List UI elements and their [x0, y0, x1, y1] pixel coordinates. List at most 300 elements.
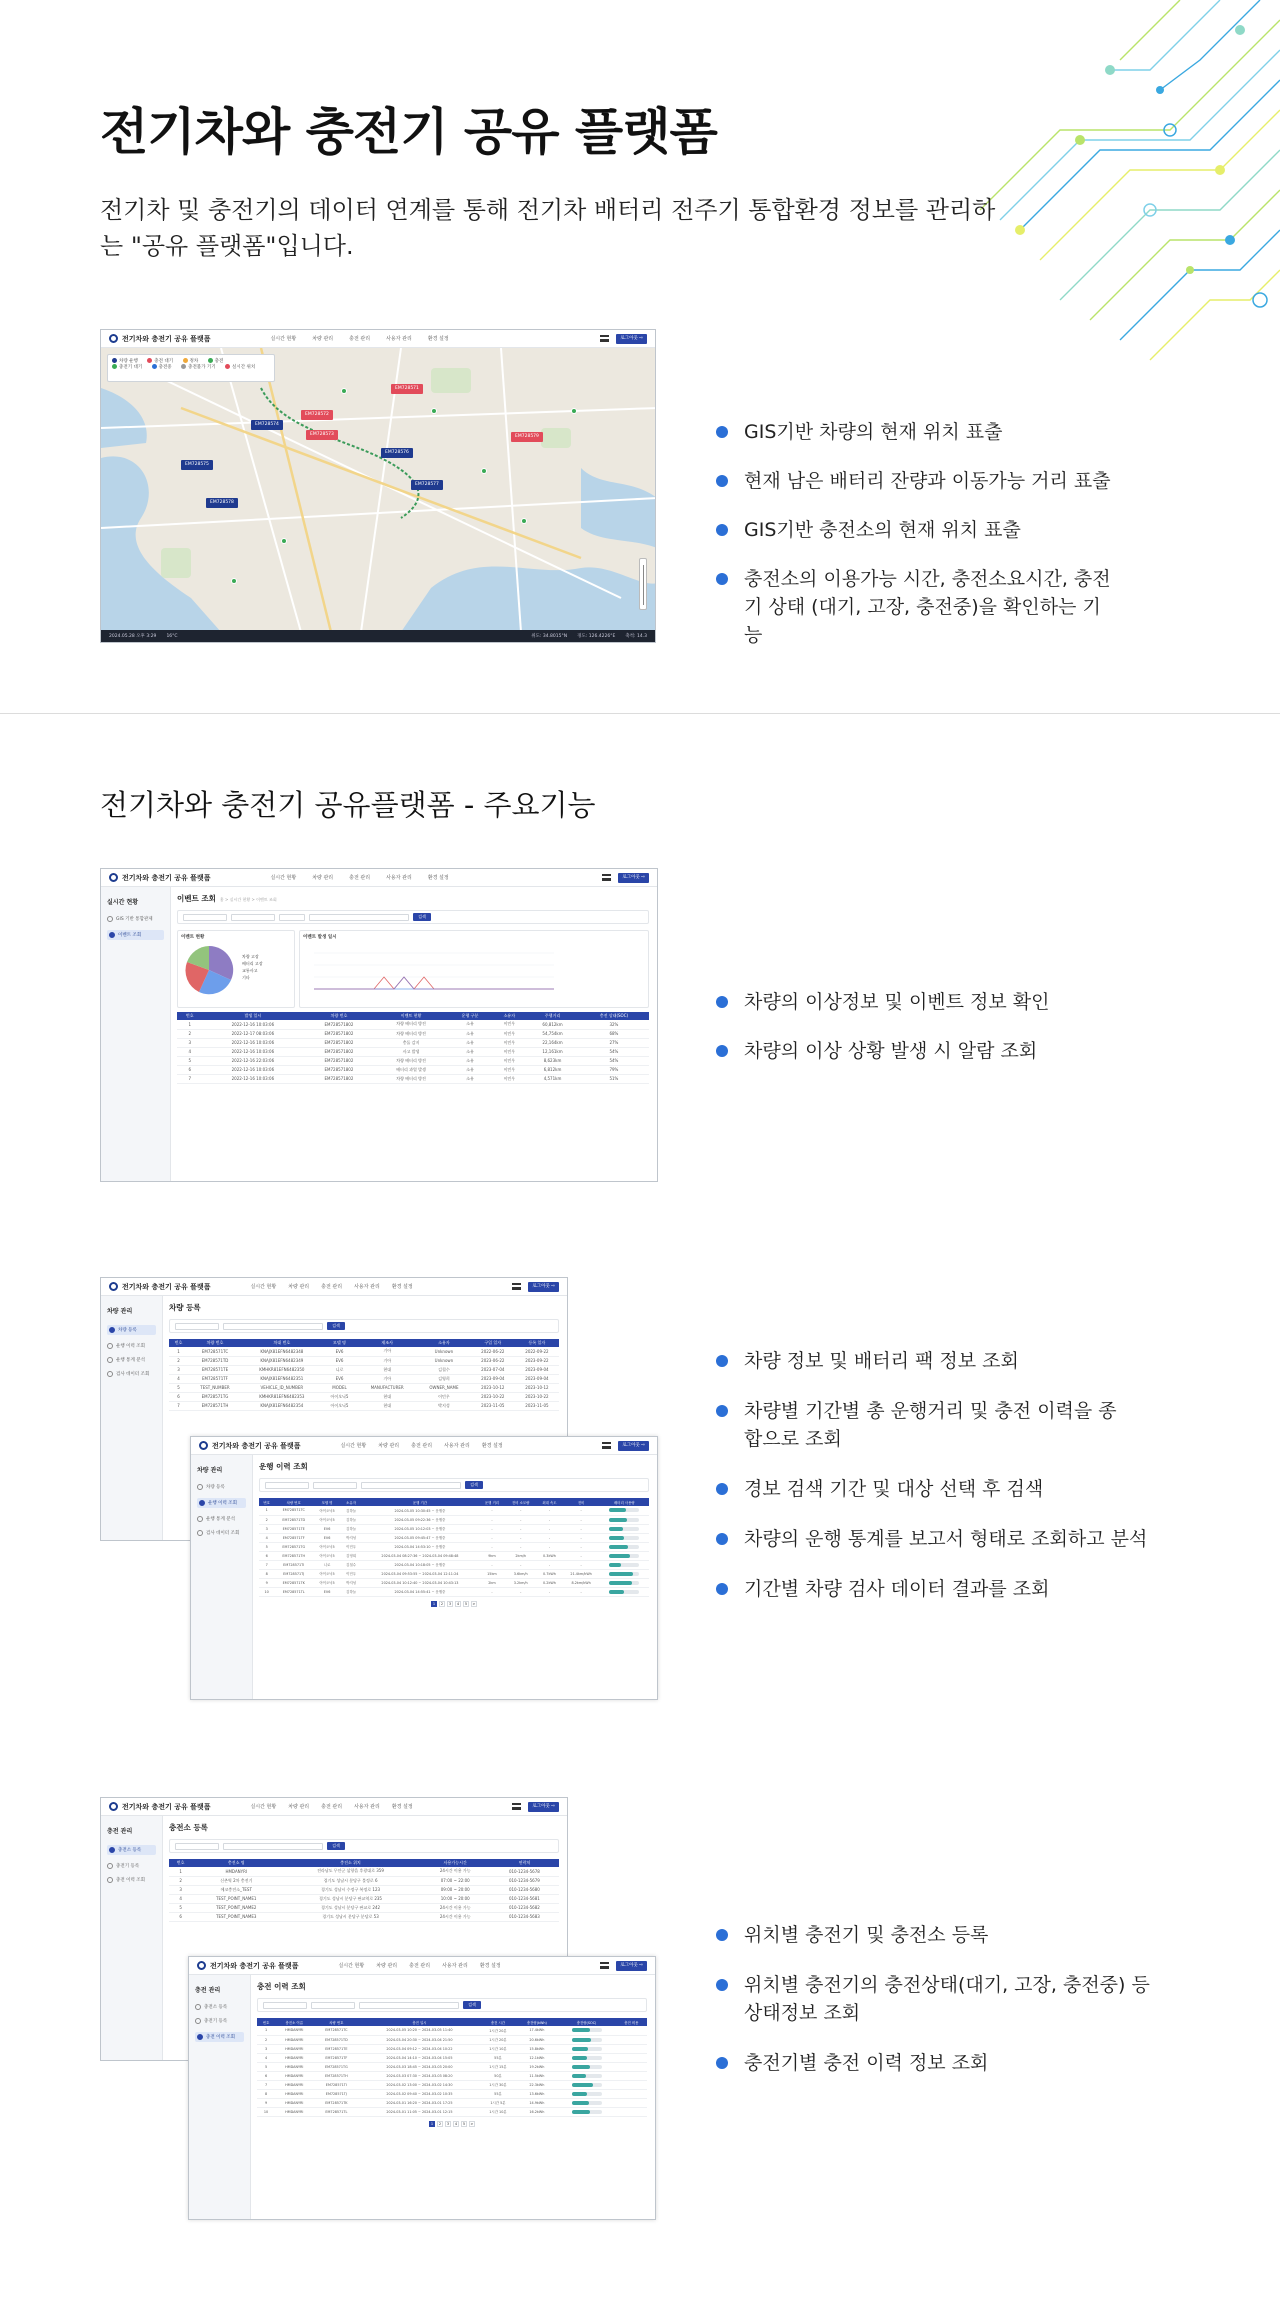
table-cell: 55분: [480, 2053, 517, 2062]
vehicle-marker[interactable]: EM728571: [391, 384, 423, 394]
station-pin[interactable]: [521, 518, 527, 524]
logout-button[interactable]: 로그아웃 ⇨: [528, 1282, 559, 1292]
table-cell: 010-1234-5679: [490, 1876, 559, 1885]
table-cell: EM728571802: [303, 1020, 374, 1029]
table-cell: Unknown: [417, 1347, 471, 1356]
battery-bar: [609, 1518, 639, 1522]
logo-icon: [109, 1282, 118, 1291]
table-row[interactable]: [257, 2035, 647, 2044]
table-cell: TEST_POINT_NAME3: [192, 1912, 280, 1921]
table-row[interactable]: [169, 1374, 559, 1383]
table-cell: 경기도 성남시 분당구 불정로 6: [280, 1876, 420, 1885]
table-cell: 아이오닉5: [313, 1578, 341, 1587]
menu-dot-icon: [109, 1327, 115, 1333]
pagination: [259, 1601, 649, 1607]
table-row[interactable]: [257, 2089, 647, 2098]
table-row[interactable]: [169, 1876, 559, 1885]
logo-icon: [109, 873, 118, 882]
table-cell: 소유: [447, 1038, 492, 1047]
page-button[interactable]: 2: [440, 1601, 444, 1606]
nav-item[interactable]: 실시간 현황: [250, 1284, 277, 1290]
table-row[interactable]: [259, 1515, 649, 1524]
table-cell: 6: [177, 1065, 202, 1074]
table-cell: EM728571TE: [274, 1524, 313, 1533]
nav-item[interactable]: 사용자 관리: [386, 875, 412, 881]
vehicle-marker[interactable]: EM728579: [511, 432, 543, 442]
date-end-input[interactable]: [313, 1482, 357, 1489]
column-header: 전비 소모량: [505, 1498, 536, 1506]
feature-item: 차량의 이상정보 및 이벤트 정보 확인: [714, 988, 1050, 1016]
search-filter: [177, 910, 649, 924]
nav-item[interactable]: 사용자 관리: [444, 1443, 470, 1449]
sidebar-item-active[interactable]: [195, 2032, 244, 2042]
page-button[interactable]: 4: [454, 2121, 458, 2126]
menu-icon[interactable]: [600, 335, 609, 342]
nav-item[interactable]: 환경 설정: [481, 1443, 503, 1449]
table-cell: EM728571TE: [313, 2044, 359, 2053]
sidebar-item-label: 운행 통계 분석: [206, 1517, 235, 1522]
table-cell: [600, 1533, 649, 1542]
logo-icon: [109, 334, 118, 343]
logo-icon: [199, 1441, 208, 1450]
station-pin[interactable]: [481, 468, 487, 474]
table-cell: 현대: [357, 1401, 417, 1410]
nav-item[interactable]: 환경 설정: [479, 1963, 501, 1969]
battery-bar: [609, 1563, 639, 1567]
nav-item[interactable]: 차량 관리: [312, 875, 334, 881]
table-cell: [557, 2062, 615, 2071]
table-cell: KMHKR81EFN6482353: [242, 1392, 322, 1401]
battery-bar-fill: [609, 1572, 633, 1576]
menu-icon[interactable]: [512, 1283, 521, 1290]
page-button[interactable]: 3: [446, 2121, 450, 2126]
sidebar-item-label: 운행 통계 분석: [116, 1358, 145, 1363]
table-row[interactable]: [259, 1506, 649, 1515]
table-cell: 2022-09-22: [515, 1347, 559, 1356]
table-cell: HMDANYRI: [275, 2098, 313, 2107]
nav-item[interactable]: 충전 관리: [411, 1443, 433, 1449]
type-select[interactable]: [175, 1843, 219, 1850]
table-row[interactable]: [259, 1560, 649, 1569]
table-cell: 2024-03-04 14:55:41 ~ 운행중: [361, 1587, 479, 1596]
nav-item[interactable]: 차량 관리: [288, 1284, 310, 1290]
keyword-input[interactable]: [223, 1843, 323, 1850]
nav-item[interactable]: 차량 관리: [288, 1804, 310, 1810]
sidebar-item[interactable]: [197, 1516, 246, 1522]
nav-item[interactable]: 차량 관리: [378, 1443, 400, 1449]
sidebar-item-label: 충전 이력 조회: [206, 2035, 235, 2040]
page-title: 이벤트 조회 홈 > 실시간 현황 > 이벤트 조회: [177, 894, 277, 903]
table-cell: -: [505, 1515, 536, 1524]
table-row[interactable]: [169, 1392, 559, 1401]
table-cell: 2: [169, 1356, 188, 1365]
nav-item[interactable]: 실시간 현황: [338, 1963, 365, 1969]
table-cell: EV6: [322, 1356, 358, 1365]
table-cell: EV6: [322, 1347, 358, 1356]
table-cell: 9: [257, 2098, 275, 2107]
table-row[interactable]: [257, 2053, 647, 2062]
search-button[interactable]: 검색: [463, 2001, 481, 2009]
table-cell: KNAJX81EFN6482354: [242, 1401, 322, 1410]
battery-bar-fill: [572, 2083, 593, 2087]
table-cell: 충돌 감지: [375, 1038, 448, 1047]
date-start-input[interactable]: [183, 914, 227, 921]
column-header: 최대 속도: [536, 1498, 562, 1506]
sidebar-title: 충전 관리: [107, 1828, 133, 1835]
section-title: 전기차와 충전기 공유플랫폼 - 주요기능: [100, 788, 596, 822]
search-button[interactable]: 검색: [413, 913, 431, 921]
table-row[interactable]: [259, 1533, 649, 1542]
keyword-input[interactable]: [223, 1323, 323, 1330]
column-header: 충전량(kWh): [516, 2018, 557, 2026]
table-cell: [557, 2026, 615, 2035]
table-cell: EM728571TE: [188, 1365, 242, 1374]
table-cell: 김철수: [417, 1365, 471, 1374]
page-button[interactable]: 2: [438, 2121, 442, 2126]
logout-button[interactable]: 로그아웃 ⇨: [616, 1961, 647, 1971]
page-button[interactable]: >: [470, 2121, 474, 2126]
map-view[interactable]: [101, 348, 655, 630]
table-row[interactable]: [169, 1903, 559, 1912]
table-cell: EM728571TG: [188, 1392, 242, 1401]
table-row[interactable]: [257, 2026, 647, 2035]
legend-item: 교통사고: [242, 968, 258, 973]
search-button[interactable]: 검색: [327, 1322, 345, 1330]
sidebar-item[interactable]: [107, 1877, 156, 1883]
menu-icon[interactable]: [512, 1803, 521, 1810]
table-cell: EV6: [313, 1533, 341, 1542]
table-cell: EM728571TJ: [274, 1569, 313, 1578]
sidebar-item-active[interactable]: [107, 1845, 156, 1855]
table-cell: -: [479, 1542, 505, 1551]
logout-button[interactable]: 로그아웃 ⇨: [618, 873, 649, 883]
search-button[interactable]: 검색: [465, 1481, 483, 1489]
type-select[interactable]: [175, 1323, 219, 1330]
page-button[interactable]: 3: [448, 1601, 452, 1606]
nav-item[interactable]: 충전 관리: [409, 1963, 431, 1969]
table-row[interactable]: [169, 1383, 559, 1392]
table-cell: 2023-10-12: [471, 1383, 515, 1392]
table-cell: 010-1234-5683: [490, 1912, 559, 1921]
sidebar-item[interactable]: [107, 1357, 156, 1363]
nav-item[interactable]: 실시간 현황: [340, 1443, 367, 1449]
page-button[interactable]: 1: [432, 1601, 436, 1606]
table-cell: TEST_NUMBER: [188, 1383, 242, 1392]
table-cell: OWNER_NAME: [417, 1383, 471, 1392]
legend-item: 배터리 고장: [242, 961, 263, 966]
table-cell: 22.3kWh: [516, 2080, 557, 2089]
feature-item: 차량의 운행 통계를 보고서 형태로 조회하고 분석: [714, 1525, 1147, 1553]
column-header: 운행 기간: [361, 1498, 479, 1506]
main-content: [177, 893, 649, 1177]
event-screenshot: [100, 868, 658, 1182]
sidebar-item-label: 차량 등록: [206, 1485, 225, 1490]
table-row[interactable]: [259, 1578, 649, 1587]
table-row[interactable]: [257, 2107, 647, 2116]
table-cell: 14.9kWh: [516, 2098, 557, 2107]
table-cell: 김하늘: [341, 1506, 361, 1515]
nav-item[interactable]: 실시간 현황: [270, 336, 297, 342]
sidebar-item-label: 충전기 등록: [204, 2019, 228, 2024]
sidebar-item-label: 충전소 등록: [118, 1848, 142, 1853]
top-nav: [250, 1803, 412, 1810]
sidebar-item-active[interactable]: [107, 1325, 156, 1335]
table-cell: [600, 1524, 649, 1533]
battery-bar-fill: [609, 1545, 628, 1549]
table-cell: 1시간 20분: [480, 2035, 517, 2044]
table-cell: 2024-03-04 20:30 ~ 2024-03-04 21:50: [359, 2035, 479, 2044]
sidebar-item[interactable]: [107, 916, 164, 922]
legend-item: 충전기 대기: [119, 365, 143, 370]
map-status-bar: [101, 630, 655, 642]
table-cell: 2024-03-02 13:00 ~ 2024-03-02 14:30: [359, 2080, 479, 2089]
nav-item[interactable]: 환경 설정: [427, 875, 449, 881]
page-button[interactable]: 5: [464, 1601, 468, 1606]
nav-item[interactable]: 충전 관리: [349, 875, 371, 881]
sidebar-item[interactable]: [197, 1530, 246, 1536]
table-cell: 6: [257, 2071, 275, 2080]
table-cell: 0.2kWh: [536, 1578, 562, 1587]
column-header: 운행 거리: [479, 1498, 505, 1506]
table-row[interactable]: [257, 2062, 647, 2071]
battery-bar: [572, 2092, 602, 2096]
vehicle-marker[interactable]: EM728576: [381, 448, 413, 458]
pie-card: [177, 930, 295, 1008]
sidebar-item-label: 운행 이력 조회: [116, 1344, 145, 1349]
nav-item[interactable]: 충전 관리: [321, 1804, 343, 1810]
table-cell: EM728571TC: [313, 2026, 359, 2035]
zoom-slider[interactable]: [639, 558, 647, 610]
table-cell: 에코충전소_TEST: [192, 1885, 280, 1894]
status-datetime: 2024.05.28 오후 3:29: [109, 634, 157, 639]
app-title: 전기차와 충전기 공유 플랫폼: [122, 1802, 211, 1811]
column-header: 주행거리: [526, 1012, 579, 1020]
station-pin[interactable]: [281, 538, 287, 544]
table-cell: 2km/h: [505, 1551, 536, 1560]
table-cell: -: [479, 1587, 505, 1596]
logout-button[interactable]: 로그아웃 ⇨: [616, 334, 647, 344]
event-pie-chart: [184, 945, 234, 995]
menu-dot-icon: [107, 1343, 113, 1349]
table-cell: 8,623km: [526, 1056, 579, 1065]
table-row[interactable]: [259, 1569, 649, 1578]
legend-item: 차량 운행: [119, 359, 138, 364]
page-button[interactable]: >: [472, 1601, 476, 1606]
menu-icon[interactable]: [602, 1442, 611, 1449]
table-cell: 아이오닉5: [313, 1551, 341, 1560]
table-row[interactable]: [259, 1587, 649, 1596]
table-row[interactable]: [259, 1551, 649, 1560]
table-row[interactable]: [257, 2044, 647, 2053]
table-row[interactable]: [259, 1524, 649, 1533]
table-cell: 2024-03-04 14:53:10 ~ 운행중: [361, 1542, 479, 1551]
sidebar-item[interactable]: [107, 1863, 156, 1869]
menu-dot-icon: [197, 1484, 203, 1490]
page-button[interactable]: 5: [462, 2121, 466, 2126]
app-title: 전기차와 충전기 공유 플랫폼: [212, 1441, 301, 1450]
nav-item[interactable]: 사용자 관리: [354, 1284, 380, 1290]
pagination: [257, 2121, 647, 2127]
search-button[interactable]: 검색: [327, 1842, 345, 1850]
table-cell: 7: [169, 1401, 188, 1410]
type-select[interactable]: [279, 914, 305, 921]
table-cell: -: [505, 1524, 536, 1533]
table-row[interactable]: [177, 1056, 649, 1065]
nav-item[interactable]: 실시간 현황: [270, 875, 297, 881]
table-cell: 1시간 10분: [480, 2044, 517, 2053]
table-cell: 소유: [447, 1056, 492, 1065]
date-end-input[interactable]: [311, 2002, 355, 2009]
table-cell: 2022-06-22: [471, 1347, 515, 1356]
table-cell: 24시간 이용 가능: [421, 1903, 490, 1912]
column-header: 차량 번호: [303, 1012, 374, 1020]
table-row[interactable]: [257, 2071, 647, 2080]
vehicle-marker[interactable]: EM728572: [301, 410, 333, 420]
table-cell: 4: [169, 1894, 192, 1903]
logout-button[interactable]: 로그아웃 ⇨: [528, 1802, 559, 1812]
column-header: 차대 번호: [242, 1339, 322, 1347]
table-row[interactable]: [177, 1047, 649, 1056]
table-row[interactable]: [177, 1029, 649, 1038]
table-cell: TEST_POINT_NAME2: [192, 1903, 280, 1912]
nav-item[interactable]: 충전 관리: [321, 1284, 343, 1290]
app-header: [101, 330, 655, 348]
table-cell: 2024-03-05 09:45:47 ~ 운행중: [361, 1533, 479, 1542]
sidebar-item[interactable]: [107, 1343, 156, 1349]
column-header: 충전소 이름: [275, 2018, 313, 2026]
nav-item[interactable]: 사용자 관리: [354, 1804, 380, 1810]
menu-icon[interactable]: [600, 1962, 609, 1969]
table-row[interactable]: [169, 1365, 559, 1374]
table-cell: 17.4kWh: [516, 2026, 557, 2035]
table-cell: 소유: [447, 1074, 492, 1083]
top-nav: [270, 335, 448, 342]
table-cell: [557, 2035, 615, 2044]
legend-item: 차량 고장: [242, 954, 259, 959]
column-header: 번호: [259, 1498, 274, 1506]
status-lng: 경도: 126.4226°E: [577, 634, 616, 639]
table-cell: 12.1kWh: [516, 2053, 557, 2062]
date-start-input[interactable]: [263, 2002, 307, 2009]
vehicle-marker[interactable]: EM728574: [251, 420, 283, 430]
table-cell: -: [479, 1533, 505, 1542]
table-cell: 김영희: [417, 1374, 471, 1383]
table-cell: 54%: [579, 1047, 649, 1056]
table-row[interactable]: [259, 1542, 649, 1551]
nav-item[interactable]: 사용자 관리: [386, 336, 412, 342]
sidebar-item-label: 검사 데이터 조회: [206, 1531, 240, 1536]
vehicle-marker[interactable]: EM728578: [206, 498, 238, 508]
table-cell: [616, 2026, 647, 2035]
station-pin[interactable]: [341, 388, 347, 394]
date-end-input[interactable]: [231, 914, 275, 921]
table-cell: [616, 2071, 647, 2080]
station-pin[interactable]: [571, 408, 577, 414]
table-cell: 8: [259, 1569, 274, 1578]
table-cell: 2: [257, 2035, 275, 2044]
table-row[interactable]: [257, 2098, 647, 2107]
table-cell: 2023-10-12: [515, 1383, 559, 1392]
table-cell: [557, 2071, 615, 2080]
event-line-chart: [304, 945, 564, 1001]
nav-item[interactable]: 환경 설정: [391, 1284, 413, 1290]
vehicle-table: [169, 1339, 559, 1411]
keyword-input[interactable]: [361, 1482, 461, 1489]
vehicle-marker[interactable]: EM728573: [306, 430, 338, 440]
table-header-row: [257, 2018, 647, 2026]
sidebar-item[interactable]: [195, 2004, 244, 2010]
nav-item[interactable]: 사용자 관리: [442, 1963, 468, 1969]
vehicle-marker[interactable]: EM728575: [181, 460, 213, 470]
nav-item[interactable]: 차량 관리: [376, 1963, 398, 1969]
date-start-input[interactable]: [265, 1482, 309, 1489]
table-row[interactable]: [169, 1347, 559, 1356]
table-cell: -: [563, 1542, 600, 1551]
nav-item[interactable]: 환경 설정: [427, 336, 449, 342]
station-pin[interactable]: [431, 408, 437, 414]
status-scale: 축척: 14.3: [625, 634, 647, 639]
menu-icon[interactable]: [602, 874, 611, 881]
vehicle-marker[interactable]: EM728577: [411, 480, 443, 490]
nav-item[interactable]: 차량 관리: [312, 336, 334, 342]
sidebar-item-active[interactable]: [197, 1498, 246, 1508]
station-pin[interactable]: [231, 578, 237, 584]
table-row[interactable]: [257, 2080, 647, 2089]
table-cell: 소유: [447, 1020, 492, 1029]
nav-item[interactable]: 충전 관리: [349, 336, 371, 342]
sidebar-item[interactable]: [107, 1371, 156, 1377]
logout-button[interactable]: 로그아웃 ⇨: [618, 1441, 649, 1451]
sidebar-item-active[interactable]: [107, 930, 164, 940]
table-cell: -: [563, 1533, 600, 1542]
nav-item[interactable]: 실시간 현황: [250, 1804, 277, 1810]
table-cell: HMDANYRI: [275, 2089, 313, 2098]
table-row[interactable]: [177, 1038, 649, 1047]
keyword-input[interactable]: [359, 2002, 459, 2009]
table-row[interactable]: [169, 1912, 559, 1921]
nav-item[interactable]: 환경 설정: [391, 1804, 413, 1810]
table-cell: 4: [259, 1533, 274, 1542]
table-row[interactable]: [169, 1885, 559, 1894]
table-cell: EM728571TH: [274, 1551, 313, 1560]
table-cell: 4: [169, 1374, 188, 1383]
table-row[interactable]: [169, 1894, 559, 1903]
top-nav: [270, 874, 448, 881]
table-cell: 아이오닉5: [313, 1569, 341, 1578]
sidebar-item[interactable]: [197, 1484, 246, 1490]
table-cell: [616, 2107, 647, 2116]
table-row[interactable]: [169, 1356, 559, 1365]
table-row[interactable]: [169, 1401, 559, 1410]
table-row[interactable]: [169, 1867, 559, 1876]
page-title: 운행 이력 조회: [259, 1462, 308, 1471]
keyword-input[interactable]: [309, 914, 409, 921]
column-header: 등록 일자: [515, 1339, 559, 1347]
table-cell: 24시간 이용 가능: [421, 1912, 490, 1921]
table-cell: 2024-03-05 10:30:45 ~ 운행중: [361, 1506, 479, 1515]
table-cell: 3: [257, 2044, 275, 2053]
table-row[interactable]: [177, 1065, 649, 1074]
table-cell: -: [505, 1533, 536, 1542]
table-cell: 박지성: [417, 1401, 471, 1410]
page-button[interactable]: 1: [430, 2121, 434, 2126]
battery-bar: [609, 1527, 639, 1531]
sidebar-item[interactable]: [195, 2018, 244, 2024]
table-row[interactable]: [177, 1074, 649, 1083]
page-button[interactable]: 4: [456, 1601, 460, 1606]
table-row[interactable]: [177, 1020, 649, 1029]
column-header: 소유자: [492, 1012, 526, 1020]
